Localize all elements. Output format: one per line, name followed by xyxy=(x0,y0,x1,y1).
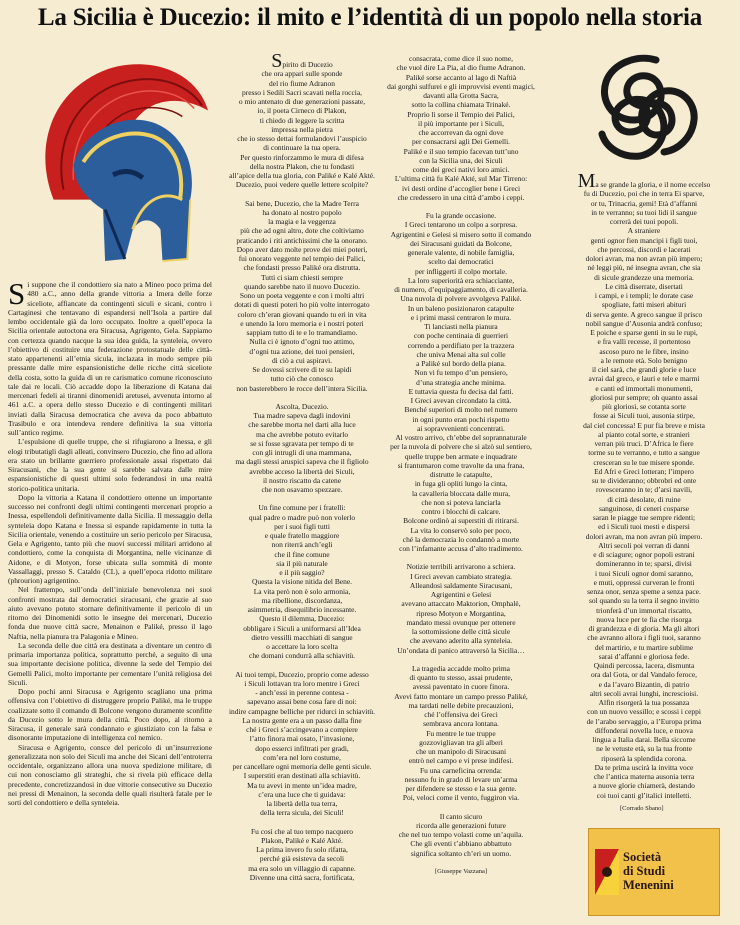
verse-line: la sottomissione delle città sicule xyxy=(411,627,511,636)
verse-line: che avevano aderito alla synteleia. xyxy=(409,636,513,646)
verse-line: che l’antica materna ausonia terra xyxy=(593,772,695,781)
verse-line: Divenne una città sacra, fortificata, xyxy=(249,872,355,882)
verse-line: che credessero in una città d’ambo i ceppi. xyxy=(397,192,525,202)
verse-line: Una nuvola di polvere avvolgeva Paliké. xyxy=(400,294,522,304)
verse-line: io, il poeta Cirneco di Plakon, xyxy=(257,106,347,116)
verse-line: Spirito di Ducezio xyxy=(271,50,333,72)
verse-line: avrebbe acceso la libertà dei Siculi, xyxy=(249,466,355,476)
verse-line: Ducezio, puoi vedere quelle lettere scolpite? xyxy=(235,180,369,190)
verse-line: quelle truppe ben armate e inquadrate xyxy=(404,451,518,461)
paragraph: Dopo la vittoria a Katana il condottiero ottenne un importante successo nei confronti degli ultimi contingenti mercenari proprio a Inessa, espellendoli definitivamente dalla Sicilia. Il messaggio della synteleia dopo Katana e Inessa si espande rapidamente in tutta la Sicilia orientale, venendo a costituire un serio pericolo per Siracusa, Gela e Agrigento, tanto più che nuovi successi militari arridono al condottiero, come la conquista di Morgantina, nelle vicinanze di Aidone, e di Motyon, forse ubicata sulla sommità di monte Vassallaggi, presso S. Cataldo (CL), a quell’epoca ridotto militare (phrourion) agrigentino. xyxy=(8,492,212,585)
verse-line: Ma tu avevi in mente un’idea madre, xyxy=(247,780,357,790)
verse-line: La vita però non è solo armonia, xyxy=(253,586,351,596)
verse-line: La nostra gente era a un passo dalla fine xyxy=(242,715,362,725)
verse-line: sappiam tutto di te e lo tramandiamo. xyxy=(246,328,358,337)
verse-line: in te verranno; su tuoi lidi il sangue xyxy=(591,207,697,217)
verse-line: che vuol dire La Pia, al dio fiume Adranon. xyxy=(396,63,526,73)
stanza xyxy=(228,402,376,495)
verse-line: spogliate, fatti miseri abituri xyxy=(601,300,687,310)
verse-line: scelto dai democratici xyxy=(428,257,494,267)
verse-line: Nulla ci è ignoto d’ogni tuo attimo, xyxy=(249,337,355,347)
verse-line: ai sopravvenienti concentrati. xyxy=(417,423,505,433)
verse-line: qual padre o madre può non volerlo xyxy=(248,512,356,522)
stanza xyxy=(385,54,537,202)
verse-line: La prima invero fu solo rifatta, xyxy=(256,845,348,854)
paragraph: Siracusa e Agrigento, consce del pericolo di un’insurrezione generalizzata non solo dei Siculi ma anche dei Sicani dell’entroterra occidentale, organizzano allora una nuova spedizione militare, di cui non conosciamo gli strateghi, che si rivela più efficace della precedente, concretizzandosi in due vittorie consecutive su Ducezio nei pressi di Menainon, la seconda delle quali risulterà fatale per le sorti del condottiero e della synteleia. xyxy=(8,742,212,807)
verse-line: né leggi più, né insegna avran, che sia xyxy=(587,263,701,273)
verse-line: entrò nel campo e vi prese indifesi. xyxy=(408,756,514,766)
verse-line: con la Sicilia una, dei Siculi xyxy=(419,155,503,165)
verse-line: Benché superiori di molto nel numero xyxy=(404,405,518,415)
stanza xyxy=(228,50,376,190)
society-logo xyxy=(588,828,720,916)
verse-line: per i suoi figli tutti xyxy=(274,521,330,531)
drop-cap: S xyxy=(8,276,26,311)
verse-line: che io stesso dettai formulandovi l’auspicio xyxy=(237,134,367,143)
verse-line: che fondasti presso Paliké ora distrutta. xyxy=(243,263,361,273)
verse-line: per consacrarsi agli Dei Gemelli. xyxy=(411,137,511,147)
verse-line: dal ciel concessa! E pur fia breve e mista xyxy=(583,420,705,430)
verse-line: al pianto cotal sorte, e stranieri xyxy=(598,429,690,439)
verse-line: che il fine comune xyxy=(274,549,330,559)
verse-line: - anch’essi in perenne contesa - xyxy=(255,688,349,697)
verse-line: I superstiti eran destinati alla schiavitù. xyxy=(243,771,361,781)
verse-line: la cavalleria bloccata dalle mura, xyxy=(411,488,511,498)
verse-line: In un baleno posizionaron catapulte xyxy=(407,303,515,313)
stanza xyxy=(385,812,537,858)
verse-line: i campi, e i templi; le dorate case xyxy=(594,291,694,300)
verse-line: I Greci tentarono un colpo a sorpresa. xyxy=(404,220,518,230)
verse-line: e muti, oppressi curveran le fronti xyxy=(593,577,695,587)
verse-line: dolori avran, ma non avran più impero. xyxy=(585,531,703,541)
verse-line: altri secoli avrai lunghi, increscioisi. xyxy=(589,688,699,698)
verse-line: ed i Siculi tuoi mesti e dispersi xyxy=(598,522,690,532)
verse-line: avrai dal greco, e lauri e tele e marmi xyxy=(588,374,700,384)
verse-line: i tuoi Siculi ognor domi saranno, xyxy=(595,568,693,578)
verse-line: riposerà la splendida corona. xyxy=(601,753,687,763)
verse-line: che nel tuo tempo volasti come un’aquila. xyxy=(398,830,524,839)
verse-line: perché già esisteva da secoli xyxy=(259,854,345,864)
verse-line: che accorrevan da ogni dove xyxy=(418,128,504,137)
verse-line: i Siculi lottavan tra loro mentre i Greci xyxy=(244,678,360,688)
verse-line: sanguinose, di ceneri cosparse xyxy=(598,503,690,513)
verse-line: com’era nel loro costume, xyxy=(263,752,341,762)
stanza xyxy=(228,827,376,883)
verse-line: che domani condurrà alla schiavitù. xyxy=(249,651,355,661)
verse-line: torme su te verranno, e tutto a sangue xyxy=(588,448,700,458)
verse-line: se si fosse sgravata per tempo di te xyxy=(250,438,354,448)
verse-line: La tragedia accadde molto prima xyxy=(412,663,510,673)
verse-line: o mio antenato di due generazioni passate, xyxy=(238,97,366,106)
verse-line: rovesceranno in te; d’arsi navili, xyxy=(595,485,693,495)
verse-line: non basterebbero le rocce dell’intera Sicilia. xyxy=(236,383,368,393)
verse-line: dei Siracusani guidati da Bolcone, xyxy=(410,238,512,248)
paragraph: Nel frattempo, sull’onda dell’iniziale benevolenza nei suoi confronti mostrata dai democratici siracusani, che grazie al suo aiuto avevano potuto stornare definitivamente il pericolo di un ritorno dei Dinomenidi sotto le insegne dei mercenari, Ducezio fonda due nuove città sacre, Menainon e Paliké, presso il lago Naftia, nella pianura tra Palagonia e Mineo. xyxy=(8,585,212,641)
verse-line: ora dal Gota, or dal Vandalo feroce, xyxy=(590,670,697,680)
verse-line: Bolcone ordinò ai superstiti di ritirarsi. xyxy=(403,516,519,526)
verse-line: che univa Menai alta sul colle xyxy=(416,349,506,359)
verse-line: Alleandosi saldamente Siracusani, xyxy=(409,580,513,590)
verse-line: Che gli eventi t’abbiano abbattuto xyxy=(410,839,512,849)
verse-line: l’atto finora mai osato, l’invasione, xyxy=(249,734,355,744)
verse-line: di ciò a cui aspiravi. xyxy=(271,355,333,365)
verse-line: d’una strategia anche minima. xyxy=(416,377,506,387)
verse-line: Ai tuoi tempi, Ducezio, proprio come adesso xyxy=(235,669,369,679)
verse-line: Per questo rinforzammo le mura di difesa xyxy=(240,152,364,162)
verse-line: correrà dei tuoi popoli. xyxy=(609,217,679,226)
verse-line: ricorda alle generazioni future xyxy=(416,820,506,830)
verse-line: più gloriosi, se cotanta sorte xyxy=(602,402,686,411)
verse-line: Ed Afri e Greci lotteran; l’impero xyxy=(594,466,694,476)
triskele-icon xyxy=(570,48,720,163)
verse-line: E poiche e sparse genti in su le rupi, xyxy=(590,328,698,337)
verse-line: Poi, veloci come il vento, fuggiron via. xyxy=(402,793,520,803)
verse-line: ripreso Motyon e Morgantina, xyxy=(416,608,506,618)
verse-line: Fu la grande occasione. xyxy=(425,211,497,220)
verse-line: saran le piagge tue sempre ridenti; xyxy=(592,513,696,522)
verse-line: La vita lo conservò solo per poco, xyxy=(410,525,512,535)
verse-line: a Paliké sul bordo della piana. xyxy=(416,359,506,368)
verse-line: Avevi fatto montare un campo presso Paliké, xyxy=(394,691,528,701)
verse-line: Ma se grande la gloria, e il nome eccelso xyxy=(577,170,711,192)
verse-line: distrutte le catapulte, xyxy=(429,470,493,479)
stanza xyxy=(228,199,376,393)
verse-line: Fu mentre le tue truppe xyxy=(426,728,496,738)
page-title: La Sicilia è Ducezio: il mito e l’identità di un popolo nella storia xyxy=(37,4,703,31)
verse-line: obbligare i Siculi a uniformarsi all’Idea xyxy=(243,623,361,633)
verse-line: ascoso puro ne le fibre, insino xyxy=(599,346,689,356)
verse-line: ne le vetuste età, su la tua fronte xyxy=(596,744,692,754)
verse-line: Notizie terribili arrivarono a schiera. xyxy=(406,562,516,572)
verse-line: e canti ed immortali monumenti, xyxy=(595,383,693,393)
verse-line: ti chiedo di leggere la scritta xyxy=(259,115,345,125)
verse-line: ma tardati nelle debite precauzioni, xyxy=(408,700,514,710)
verse-line: dotati di questi poteri ho più volte interrogato xyxy=(234,300,370,310)
helmet-shell xyxy=(73,120,192,261)
verse-line: su te divideranno; obbrobri ed onte xyxy=(591,476,697,485)
verse-line: con gli intrugli di una mammana, xyxy=(252,448,352,457)
verse-line: e quale fratello maggiore xyxy=(264,531,340,540)
verse-line: Fu una carneficina orrenda: xyxy=(420,765,502,775)
drop-cap: M xyxy=(577,170,596,192)
stanza xyxy=(228,670,376,818)
stanza xyxy=(385,211,537,553)
verse-line: avessi paventato in cuore finora. xyxy=(412,682,510,692)
verse-line: nessuno fu in grado di levare un’arma xyxy=(404,774,518,784)
verse-line: a nuove glorie chiamerà, destando xyxy=(593,781,695,791)
verse-line: sia il più naturale xyxy=(276,558,328,568)
verse-line: verran più truci. D’Africa le fiere xyxy=(594,439,694,448)
verse-line: sol quando su la terra il segno invitto xyxy=(588,596,700,606)
verse-line: e i primi massi centraron le mura. xyxy=(410,312,512,322)
stanza xyxy=(385,664,537,803)
verse-line: Tutti ci siam chiesti sempre xyxy=(261,272,343,282)
drop-cap: S xyxy=(271,50,283,72)
verse-line: per difendere se stesso e la sua gente. xyxy=(405,784,517,793)
verse-line: Se dovessi scrivere di te su lapidi xyxy=(252,365,352,374)
verse-line: Da te prima uscirà la invitta voce xyxy=(594,762,694,772)
verse-line: or tu, Trinacria, gemi! Età d’affanni xyxy=(590,198,698,208)
verse-line: della nostra Plakon, che tu fondasti xyxy=(249,161,355,171)
verse-line: di sicule grandezze una memoria. xyxy=(594,272,694,282)
verse-line: come dei greci nativi loro amici. xyxy=(412,165,510,174)
verse-line: Agrigentini e Gelesi xyxy=(430,590,492,599)
intro-prose-column xyxy=(8,276,212,807)
logo-line: Menenini xyxy=(623,878,674,892)
verse-line: per infliggerti il colpo mortale. xyxy=(415,266,507,276)
stanza xyxy=(385,562,537,655)
verse-line: consacrata, come dice il suo nome, xyxy=(409,54,513,63)
verse-line: ma era solo un villaggio di capanne. xyxy=(248,863,356,873)
verse-line: c’era una luce che ti guidava: xyxy=(258,789,346,799)
verse-line: all’apice della tua gloria, con Paliké e Kalé Akté. xyxy=(229,171,375,180)
verse-line: di città desolate, di ruine xyxy=(607,494,681,504)
verse-line: fu di Ducezio, poi che in terra Ei sparve, xyxy=(583,189,705,199)
verse-line: nuova luce per te fia che risorga xyxy=(596,614,692,624)
verse-line: indire campagne belliche per ridurci in schiavitù. xyxy=(228,706,375,716)
verse-line: d’ogni tua azione, dei tuoi pensieri, xyxy=(249,346,355,356)
verse-line: Questo il dilemma, Ducezio: xyxy=(259,614,345,624)
verse-line: ché i Greci s’accingevano a compiere xyxy=(246,725,358,734)
verse-line: in fuga gli opliti lungo la cinta, xyxy=(414,479,508,489)
verse-line: correndo a perdifiato per la trazzera xyxy=(407,340,515,350)
verse-line: significa soltanto ch’eri un uomo. xyxy=(410,848,512,858)
verse-line: del rio fiume Adranon xyxy=(269,78,335,88)
verse-line: che un manipolo di Siracusani xyxy=(415,747,507,756)
verse-line: Tua madre sapeva dagli indovini xyxy=(253,411,351,420)
stanza xyxy=(228,503,376,660)
verse-line: Al vostro arrivo, ch’ebbe del soprannaturale xyxy=(395,433,527,442)
verse-line: gloriosi pur sempre; oh quanto assai xyxy=(590,392,698,402)
logo-line: Società xyxy=(623,850,662,864)
verse-line: Un fine comune per i fratelli: xyxy=(258,503,346,513)
logo-line: di Studi xyxy=(623,864,666,878)
verse-line: quando sarebbe nato il nuovo Ducezio. xyxy=(243,281,361,291)
verse-line: cresceran su le tue misere sponde. xyxy=(593,457,695,467)
verse-line: in ogni punto eran pochi rispetto xyxy=(412,414,510,424)
stanza xyxy=(554,170,734,800)
verse-line: avevano attaccato Maktorion, Omphalè, xyxy=(401,599,521,609)
verse-line: dai gorghi sulfurei e gli improvvisi eventi magici, xyxy=(387,81,535,91)
verse-line: che avranno allora i figli tuoi, saranno xyxy=(587,633,701,643)
verse-line: Fu così che al tuo tempo nacquero xyxy=(250,826,354,836)
verse-line: del martirio, e tu martire sublime xyxy=(594,642,694,652)
verse-line: tutto ciò che conosco xyxy=(270,374,334,384)
verse-line: si frantumaron come travolte da una frana, xyxy=(397,460,525,470)
verse-line: Sai bene, Ducezio, che la Madre Terra xyxy=(245,198,359,208)
verse-line: che sarebbe morta nel darti alla luce xyxy=(248,420,356,430)
verse-line: ha donato al nostro popolo xyxy=(262,207,342,217)
paragraph: La seconda delle due città era destinata a diventare un centro di primaria importanza politica, soprattutto perché, a seguito di una sua importante decisione politica, divenne la sede del Tempio dei Gemelli Palici, molto importante per cementare l’unità religiosa dei Siculi. xyxy=(8,640,212,687)
verse-line: per cancellare ogni memoria delle genti sicule. xyxy=(232,762,372,771)
verse-line: generale valente, di nobile famiglia, xyxy=(407,248,515,257)
verse-line: davanti alla Grotta Sacra, xyxy=(423,91,499,100)
poem-column-4 xyxy=(554,170,734,800)
verse-line: di grandezza e di gloria. Ma gli altori xyxy=(588,624,700,633)
verse-line: Dopo aver dato molte prove dei miei poteri, xyxy=(236,244,368,254)
poem-column-2 xyxy=(228,50,376,882)
verse-line: e da l’avaro Bizantin, di patrio xyxy=(598,679,690,689)
verse-line: che percossi, discordi e lacerati xyxy=(597,244,691,254)
author-signature: [Giuseppe Vazzana] xyxy=(434,867,488,875)
verse-line: il ciel sarà, che grandi glorie e luce xyxy=(591,365,697,374)
paragraph: Dopo pochi anni Siracusa e Agrigento scagliano una prima offensiva con l’obiettivo di distruggere proprio Paliké, ma le truppe coalizzate sotto il comando di Bolcone vengono duramente sconfitte da Ducezio sotto le mura della città. Poco dopo, al ritorno a Siracusa, il generale sarà condannato e giustiziato con la falsa e disonorante imputazione di intelligenza col nemico. xyxy=(8,687,212,743)
verse-line: di continuare la tua opera. xyxy=(263,143,341,153)
paragraph: L’espulsione di quelle truppe, che si rifugiarono a Inessa, e gli elogi tributatigli dagli alleati, convinsero Ducezio, che fino ad allora era stato un brillante guerriero professionale assai rispettato dai Siracusani, che la sua gente si sarebbe salvata dalle mire espansionistiche di questi ultimi solo federandosi in una realtà storico-politica unitaria. xyxy=(8,437,212,493)
verse-line: per la nuvola di polvere che si alzò sul sentiero, xyxy=(390,442,532,452)
verse-line: L’ultima città fu Kalé Akté, sul Mar Tirreno: xyxy=(394,174,528,184)
verse-line: Non vi fu tempo d’un pensiero, xyxy=(414,368,508,378)
verse-line: fui onorato veggente nel tempio dei Palici, xyxy=(238,254,366,263)
verse-line: A straniere xyxy=(627,226,661,236)
verse-line: Paliké sorse accanto al lago di Naftià xyxy=(405,72,517,82)
verse-line: che ora appari sulle sponde xyxy=(261,69,343,79)
author-signature: [Corrado Sbano] xyxy=(620,805,664,812)
verse-line: I Greci avevan circondato la città. xyxy=(410,396,512,405)
verse-line: ma che avrebbe potuto evitarlo xyxy=(255,429,349,439)
verse-line: Ti lanciasti nella pianura xyxy=(424,322,498,331)
verse-line: la magia e la veggenza xyxy=(268,217,336,226)
verse-line: ché la democrazia lo condannò a morte xyxy=(402,534,520,544)
verse-line: lingua a Italia darai. Bella siccome xyxy=(592,735,696,744)
sicilian-flag-icon xyxy=(595,849,619,895)
verse-line: E tuttavia questa fu decisa dal fatti. xyxy=(408,386,514,396)
verse-line: Sono un poeta veggente e con i molti altri xyxy=(239,291,365,300)
verse-line: a le remote età. Solo benigno xyxy=(600,355,688,365)
verse-line: Questa la visione nitida del Bene. xyxy=(252,577,352,587)
verse-line: impressa nella pietra xyxy=(271,124,333,134)
verse-line: e fra valli recesse, il portentoso xyxy=(597,337,691,347)
verse-line: Plakon, Paliké e Kalé Akté. xyxy=(261,835,343,845)
verse-line: di numero, d’equipaggiamento, di cavalleria. xyxy=(394,285,528,294)
verse-line: sembrava ancora lontana. xyxy=(423,719,499,729)
verse-line: ma ribellione, discordanza, xyxy=(261,595,343,605)
verse-line: trionferà d’un immortal riscatto, xyxy=(596,605,692,615)
verse-line: dopo esserci infiltrati per gradi, xyxy=(255,743,349,753)
verse-line: sapevano assai bene cosa fare di noi: xyxy=(247,697,357,707)
verse-line: Paliké e il suo tempio facevan tutt’uno xyxy=(403,146,519,156)
verse-line: la libertà della tua terra, xyxy=(266,799,338,808)
verse-line: di quanto tu stesso, assai prudente, xyxy=(409,673,513,682)
verse-line: Quindi percossa, lacera, dismunta xyxy=(593,661,695,670)
verse-line: dietro vessilli macchiati di sangue xyxy=(251,632,353,642)
verse-line: Proprio lì sorse il Tempio dei Palici, xyxy=(407,109,515,119)
verse-line: coloro ch’eran giovani quando tu eri in vita xyxy=(237,309,367,319)
verse-line: sarai d’affanni e gloriosa fede. xyxy=(598,651,690,661)
verse-line: Le città diserrate, disertati xyxy=(605,281,683,291)
verse-line: La loro superiorità era schiacciante, xyxy=(407,275,515,285)
verse-line: gozzovigliavan tra gli alberi xyxy=(419,737,503,747)
verse-line: contro i blocchi di calcare. xyxy=(421,507,501,516)
verse-line: domineranno in te; sparsi, divisi xyxy=(596,559,692,569)
verse-line: e il più saggio? xyxy=(279,568,325,577)
verse-line: mandato messi ovunque per ottenere xyxy=(406,617,516,627)
verse-line: coi tuoi canti gl’italici intelletti. xyxy=(596,790,692,800)
verse-line: Altri secoli poi verran di danni xyxy=(598,540,690,550)
verse-line: ma dagli stessi aruspici sapeva che il figliolo xyxy=(235,457,369,467)
verse-line: o accettare la loro scelta xyxy=(266,642,338,651)
verse-line: dolori avran, ma non avran più impero; xyxy=(585,254,703,263)
verse-line: Il canto sicuro xyxy=(439,811,483,821)
verse-line: con l’infamante accusa d’alto tradimento. xyxy=(399,544,523,553)
verse-line: di serva gente. A greco sangue il prisco xyxy=(585,309,703,319)
verse-line: Agrigentini e Gelesi si misero sotto il comando xyxy=(390,229,532,239)
verse-line: e unendo la loro memoria e i nostri poteri xyxy=(240,318,364,328)
verse-line: della terra sicula, dei Siculi! xyxy=(260,808,344,818)
verse-line: non riterrà anch’egli xyxy=(271,540,333,550)
verse-line: senza onor, senza speme a senza pace. xyxy=(587,587,701,596)
verse-line: Ascolta, Ducezio. xyxy=(275,401,329,411)
verse-line: il più importante per i Siculi, xyxy=(418,118,504,128)
verse-line: ivi desti ordine d’accoglier bene i Greci xyxy=(401,183,521,193)
verse-line: presso i Sedili Sacri scavati nella roccia, xyxy=(242,87,362,97)
verse-line: Un’ondata di panico attraversò la Sicilia… xyxy=(397,645,525,655)
verse-line: più che ad ogni altro, dote che coltiviamo xyxy=(240,226,364,236)
verse-line: genti ognor fien mancipi i figli tuoi, xyxy=(590,235,698,245)
verse-line: praticando i riti antichissimi che la onorano. xyxy=(236,235,368,245)
verse-line: sotto la collina chiamata Trinaké. xyxy=(411,100,511,110)
verse-line: diffonderai novella luce, e nuova xyxy=(595,725,693,735)
verse-line: de l’arabo servaggio, a l’Europa prima xyxy=(586,716,702,726)
verse-line: nobil sangue d’Ausonia andrà confuso; xyxy=(585,318,703,328)
verse-line: con un nuovo vessillo; e scossi i ceppi xyxy=(587,707,701,717)
verse-line: e di sciagure; ognor popoli estrani xyxy=(593,550,695,559)
verse-line: che non osavamo spezzare. xyxy=(261,485,343,494)
verse-line: I Greci avevan cambiato strategia. xyxy=(410,571,512,581)
verse-line: che non si poteva lanciarla xyxy=(421,497,501,507)
verse-line: fosse ai Siculi tuoi, ausonia stirpe, xyxy=(593,411,695,421)
paragraph: Si suppone che il condottiero sia nato a Mineo poco prima del 480 a.C., anno della grande vittoria a Imera delle forze siceliote, affiancate da contingenti siculi e sicani, contro i Cartaginesi che tentavano di espandersi nell’Isola a partire dal lembo occidentale già da loro occupato. Inoltre a quell’epoca la Sicilia orientale autoctona era Siracusa, Agrigento, Gela. Sappiamo con certezza quando nacque la sua idea guida, la synteleia, ovvero l’obiettivo di costituire una federazione protostatuale delle città-stato appartenenti all’etnia sicula, inclazata in modo sempre più pressante dalle mire espansionistiche delle ricche città siceliote della costa, sotto la guida di un re carismatico comune riconosciuto tale dai re locali. Ciò accadde dopo la liberazione di Katana dai mercenari fedeli ai tiranni dinomenidi aretusei, avvenuta intorno al 461 a.C. a opera dello stesso Ducezio e di contingenti militari inviati dalla Siracusa democratica che aveva da poco abbattuto Trasibulo e ora intendeva rendere definitiva la sua vittoria sull’antico regime. xyxy=(8,276,212,437)
verse-line: ché l’offensiva dei Greci xyxy=(424,710,498,719)
warrior-helmet-icon xyxy=(14,50,212,275)
verse-line: con poche centinaia di guerrieri xyxy=(413,331,509,341)
verse-line: Alfin risorgerà la tua possanza xyxy=(598,698,690,707)
poem-column-3 xyxy=(385,54,537,876)
verse-line: il nostro riscatto da catene xyxy=(262,475,342,485)
verse-line: asimmetria, disequilibrio incessante. xyxy=(247,605,357,614)
